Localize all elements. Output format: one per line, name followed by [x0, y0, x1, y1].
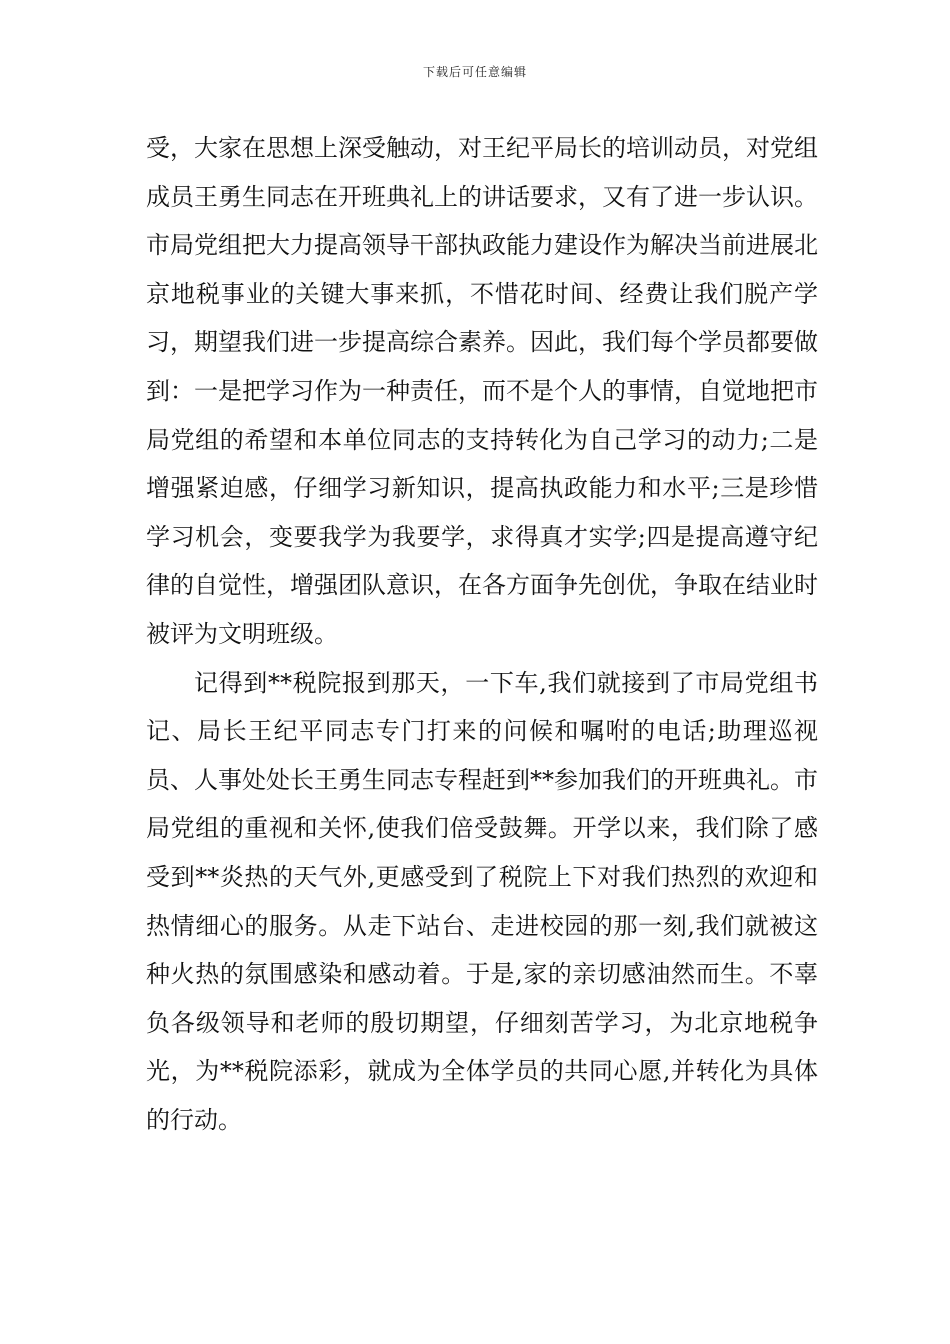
paragraph-continued: 受，大家在思想上深受触动，对王纪平局长的培训动员，对党组成员王勇生同志在开班典礼上的讲话要求，又有了进一步认识。市局党组把大力提高领导干部执政能力建设作为解决当前进展北京地税事业的关键大事来抓，不惜花时间、经费让我们脱产学习，期望我们进一步提高综合素养。因此，我们每个学员都要做到：一是把学习作为一种责任，而不是个人的事情，自觉地把市局党组的希望和本单位同志的支持转化为自己学习的动力;二是增强紧迫感，仔细学习新知识，提高执政能力和水平;三是珍惜学习机会，变要我学为我要学，求得真才实学;四是提高遵守纪律的自觉性，增强团队意识，在各方面争先创优，争取在结业时被评为文明班级。	[146, 134, 818, 648]
paragraph-registration: 记得到**税院报到那天，一下车,我们就接到了市局党组书记、局长王纪平同志专门打来的问候和嘱咐的电话;助理巡视员、人事处处长王勇生同志专程赶到**参加我们的开班典礼。市局党组的重视和关怀,使我们倍受鼓舞。开学以来，我们除了感受到**炎热的天气外,更感受到了税院上下对我们热烈的欢迎和热情细心的服务。从走下站台、走进校园的那一刻,我们就被这种火热的氛围感染和感动着。于是,家的亲切感油然而生。不辜负各级领导和老师的殷切期望，仔细刻苦学习，为北京地税争光，为**税院添彩，就成为全体学员的共同心愿,并转化为具体的行动。	[146, 668, 818, 1134]
document-body	[146, 124, 818, 1144]
page-header: 下载后可任意编辑	[422, 65, 527, 79]
